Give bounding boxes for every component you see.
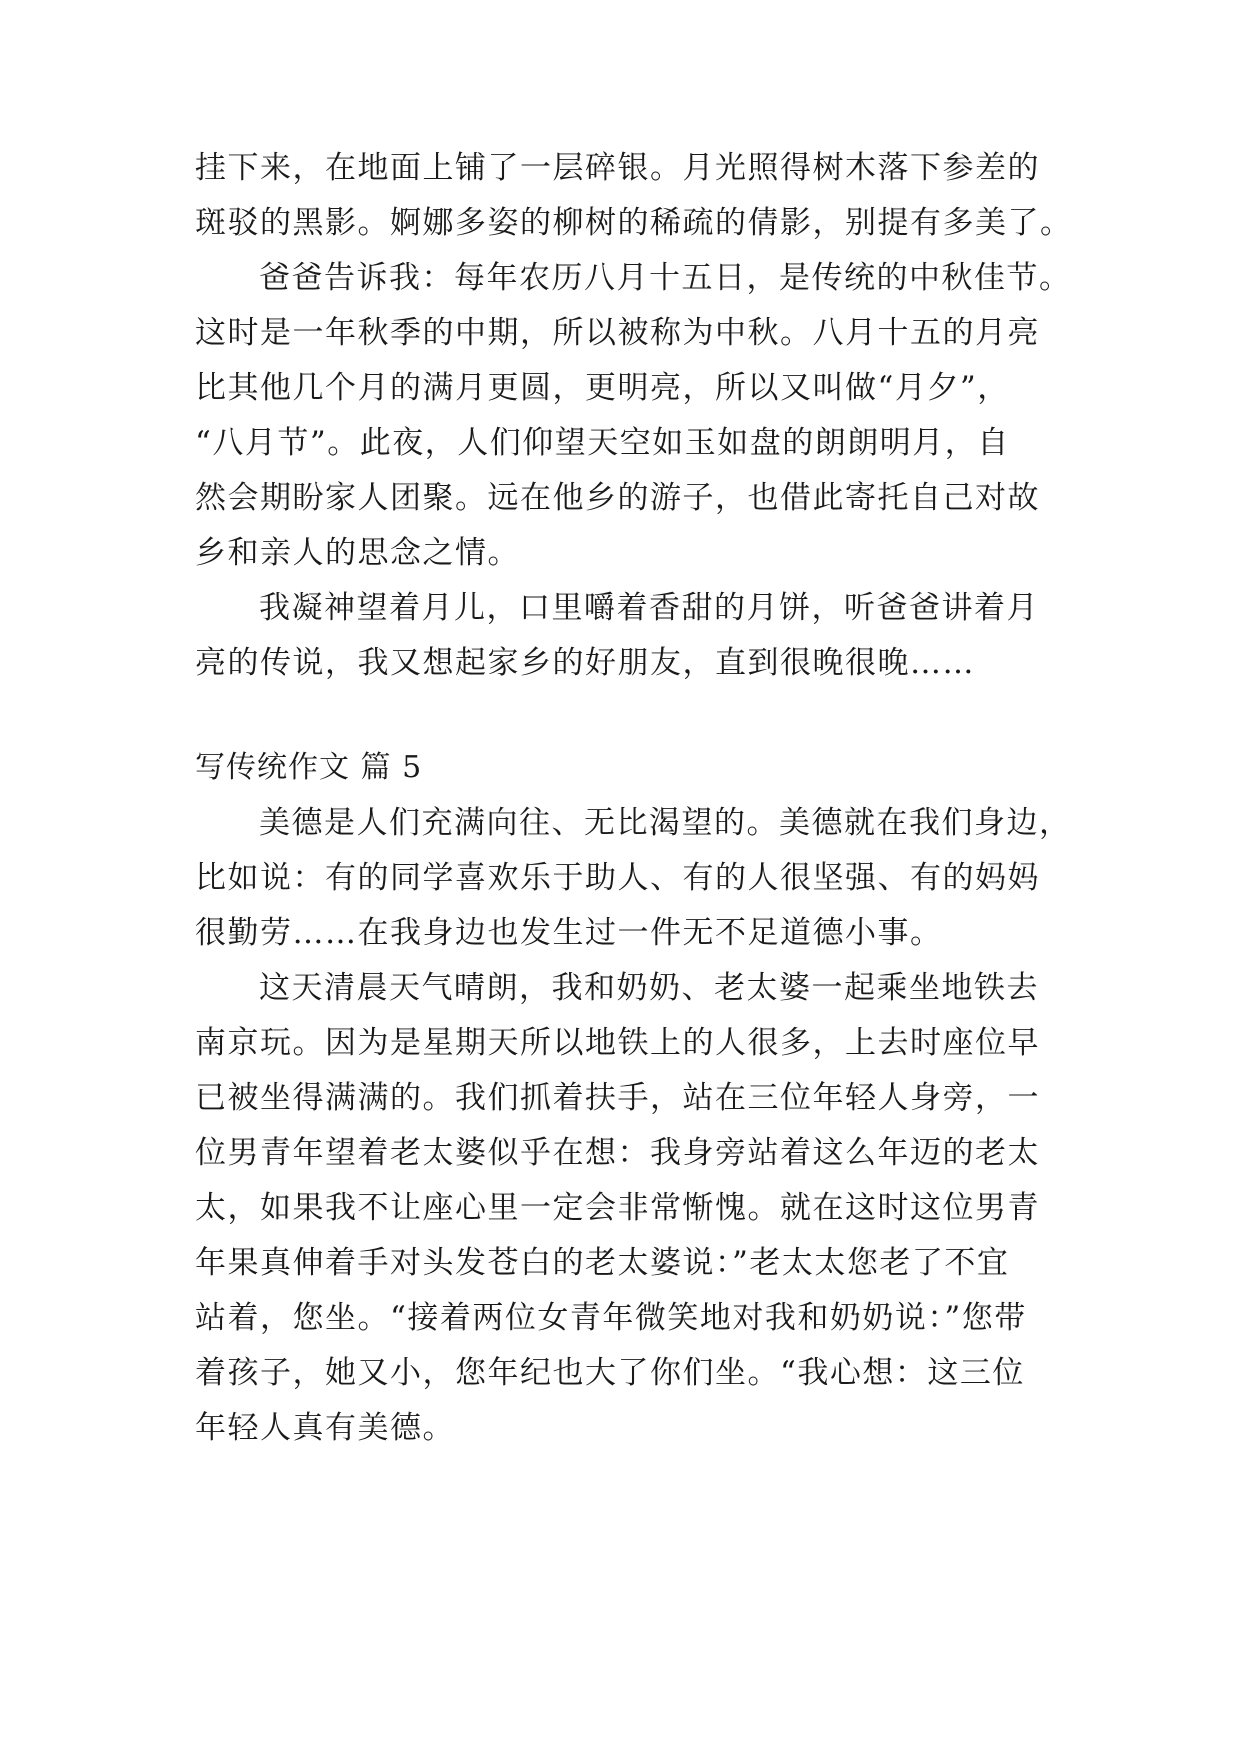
paragraph-line: 年轻人真有美德。: [195, 1410, 455, 1446]
paragraph-line: 亮的传说，我又想起家乡的好朋友，直到很晚很晚……: [195, 645, 975, 681]
paragraph-line: 位男青年望着老太婆似乎在想：我身旁站着这么年迈的老太: [195, 1135, 1040, 1171]
paragraph-line: 已被坐得满满的。我们抓着扶手，站在三位年轻人身旁，一: [195, 1080, 1040, 1116]
paragraph-line: “八月节”。此夜，人们仰望天空如玉如盘的朗朗明月，自: [195, 425, 1010, 461]
paragraph-line: 美德是人们充满向往、无比渴望的。美德就在我们身边，: [259, 805, 1072, 841]
paragraph-line: 太，如果我不让座心里一定会非常惭愧。就在这时这位男青: [195, 1190, 1040, 1226]
paragraph-line: 站着，您坐。“接着两位女青年微笑地对我和奶奶说：”您带: [195, 1300, 1027, 1336]
paragraph-line: 年果真伸着手对头发苍白的老太婆说：”老太太您老了不宜: [195, 1245, 1010, 1281]
paragraph-line: 爸爸告诉我：每年农历八月十五日，是传统的中秋佳节。: [259, 260, 1072, 296]
paragraph-line: 这时是一年秋季的中期，所以被称为中秋。八月十五的月亮: [195, 315, 1040, 351]
paragraph-line: 很勤劳……在我身边也发生过一件无不足道德小事。: [195, 915, 943, 951]
paragraph-line: 着孩子，她又小，您年纪也大了你们坐。“我心想：这三位: [195, 1355, 1025, 1391]
paragraph-line: 这天清晨天气晴朗，我和奶奶、老太婆一起乘坐地铁去: [259, 970, 1039, 1006]
paragraph-line: 斑驳的黑影。婀娜多姿的柳树的稀疏的倩影，别提有多美了。: [195, 205, 1073, 241]
paragraph-line: 比如说：有的同学喜欢乐于助人、有的人很坚强、有的妈妈: [195, 860, 1040, 896]
paragraph-line: 乡和亲人的思念之情。: [195, 535, 520, 571]
paragraph-line: 挂下来，在地面上铺了一层碎银。月光照得树木落下参差的: [195, 150, 1040, 186]
paragraph-line: 然会期盼家人团聚。远在他乡的游子，也借此寄托自己对故: [195, 480, 1040, 516]
paragraph-line: 南京玩。因为是星期天所以地铁上的人很多，上去时座位早: [195, 1025, 1040, 1061]
section-heading: 写传统作文 篇 5: [195, 750, 423, 785]
paragraph-line: 比其他几个月的满月更圆，更明亮，所以又叫做“月夕”，: [195, 370, 1010, 406]
paragraph-line: 我凝神望着月儿，口里嚼着香甜的月饼，听爸爸讲着月: [259, 590, 1039, 626]
